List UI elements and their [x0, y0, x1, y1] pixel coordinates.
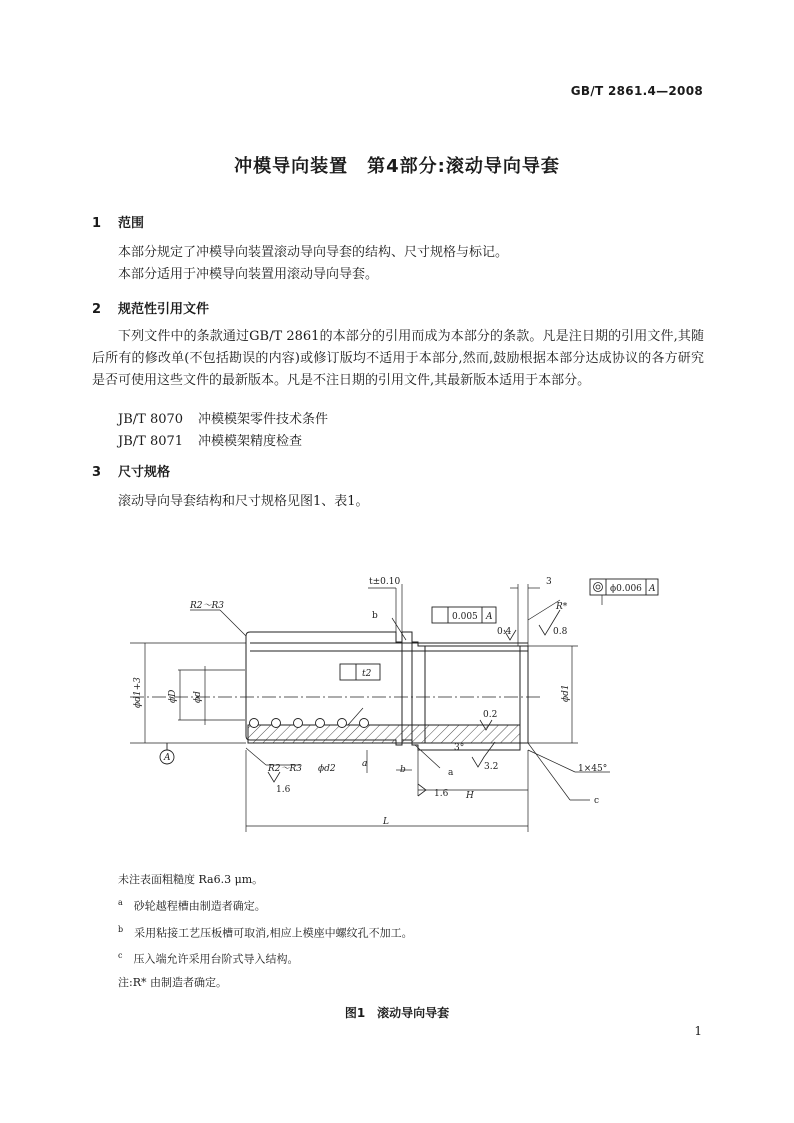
section-1-heading [92, 212, 144, 231]
reference-item [118, 408, 328, 427]
page-number: 1 [694, 1024, 702, 1038]
roughness-16a: 1.6 [276, 785, 291, 795]
section-number: 1 [92, 216, 102, 231]
roughness-32: 3.2 [484, 762, 499, 772]
radius-r2r3-top: R2～R3 [190, 601, 225, 611]
dim-phi-d2: ϕd2 [318, 764, 336, 774]
standard-number: GB/T 2861.4—2008 [570, 84, 703, 98]
reference-code: JB/T 8071 [118, 434, 184, 449]
note-a: a [448, 768, 454, 778]
paragraph: 本部分适用于冲模导向装置用滚动导向导套。 [118, 267, 379, 282]
dim-L: L [383, 817, 389, 827]
tol-005: 0.005 [452, 612, 478, 622]
page-title: 冲模导向装置 第4部分:滚动导向导套 [234, 156, 560, 177]
reference-item [118, 430, 302, 449]
section-number: 2 [92, 302, 102, 317]
roughness-16b: 1.6 [434, 789, 449, 799]
dim-a: a [362, 759, 368, 769]
datum-a-label: A [164, 753, 171, 763]
section-title: 规范性引用文件 [118, 302, 210, 317]
reference-code: JB/T 8070 [118, 412, 184, 427]
dim-b: b [400, 765, 406, 775]
dim-phi-d1-plus3: ϕd1+3 [133, 677, 143, 708]
note-r-star: 注:R* 由制造者确定。 [118, 975, 227, 989]
paragraph: 本部分规定了冲模导向装置滚动导向导套的结构、尺寸规格与标记。 [118, 245, 509, 260]
section-2-heading [92, 298, 209, 317]
drawing-notes [118, 868, 413, 994]
dim-phi-D: ϕD [168, 689, 178, 703]
dim-phi-d: ϕd [193, 691, 203, 703]
note-b-top: b [372, 611, 378, 621]
angle-3deg: 3° [454, 743, 465, 753]
note-a-text: $^a$ 砂轮越程槽由制造者确定。 [118, 898, 266, 913]
figure-caption: 图1 滚动导向导套 [344, 1006, 450, 1020]
section-3-body [92, 491, 704, 513]
paragraph: 下列文件中的条款通过GB/T 2861的本部分的引用而成为本部分的条款。凡是注日期的引用文件,其随后所有的修改单(不包括勘误的内容)或修订版均不适用于本部分,然而,鼓励根据本部分达成协议的各方研究是否可使用这些文件的最新版本。凡是不注日期的引用文件,其最新版本适用于本部分。 [92, 329, 704, 388]
reference-title: 冲模模架精度检查 [198, 434, 303, 449]
chamfer-1x45: 1×45° [578, 764, 608, 774]
datum-ref-a-2: A [486, 612, 493, 622]
tol-t2: t2 [362, 669, 372, 679]
note-c-text: $^c$ 压入端允许采用台阶式导入结构。 [118, 951, 299, 966]
radius-r-star: R* [556, 602, 568, 612]
paragraph: 滚动导向导套结构和尺寸规格见图1、表1。 [118, 494, 369, 509]
section-1-body [92, 242, 704, 286]
note-b-text: $^b$ 采用粘接工艺压板槽可取消,相应上模座中螺纹孔不加工。 [118, 924, 413, 940]
roughness-02: 0.2 [483, 710, 498, 720]
section-number: 3 [92, 465, 102, 480]
roughness-04: 0.4 [497, 627, 512, 637]
dim-phi-d1: ϕd1 [561, 684, 571, 702]
section-2-body [92, 326, 704, 392]
tol-phi006: ϕ0.006 [610, 584, 642, 594]
guide-bush-drawing [0, 560, 794, 860]
reference-title: 冲模模架零件技术条件 [198, 412, 329, 427]
radius-r2r3-bottom: R2～R3 [268, 764, 303, 774]
dim-three: 3 [546, 577, 552, 587]
section-title: 尺寸规格 [118, 465, 171, 480]
note-c: c [594, 796, 600, 806]
roughness-08: 0.8 [553, 627, 568, 637]
cylindricity-frame [340, 664, 380, 680]
datum-ref-a: A [649, 584, 656, 594]
section-3-heading [92, 461, 170, 480]
dim-t-tolerance: t±0.10 [369, 577, 401, 587]
hatched-wall [248, 725, 520, 743]
section-title: 范围 [118, 216, 145, 231]
dim-H: H [466, 791, 474, 801]
note-roughness: 未注表面粗糙度 Ra6.3 μm。 [118, 873, 264, 886]
